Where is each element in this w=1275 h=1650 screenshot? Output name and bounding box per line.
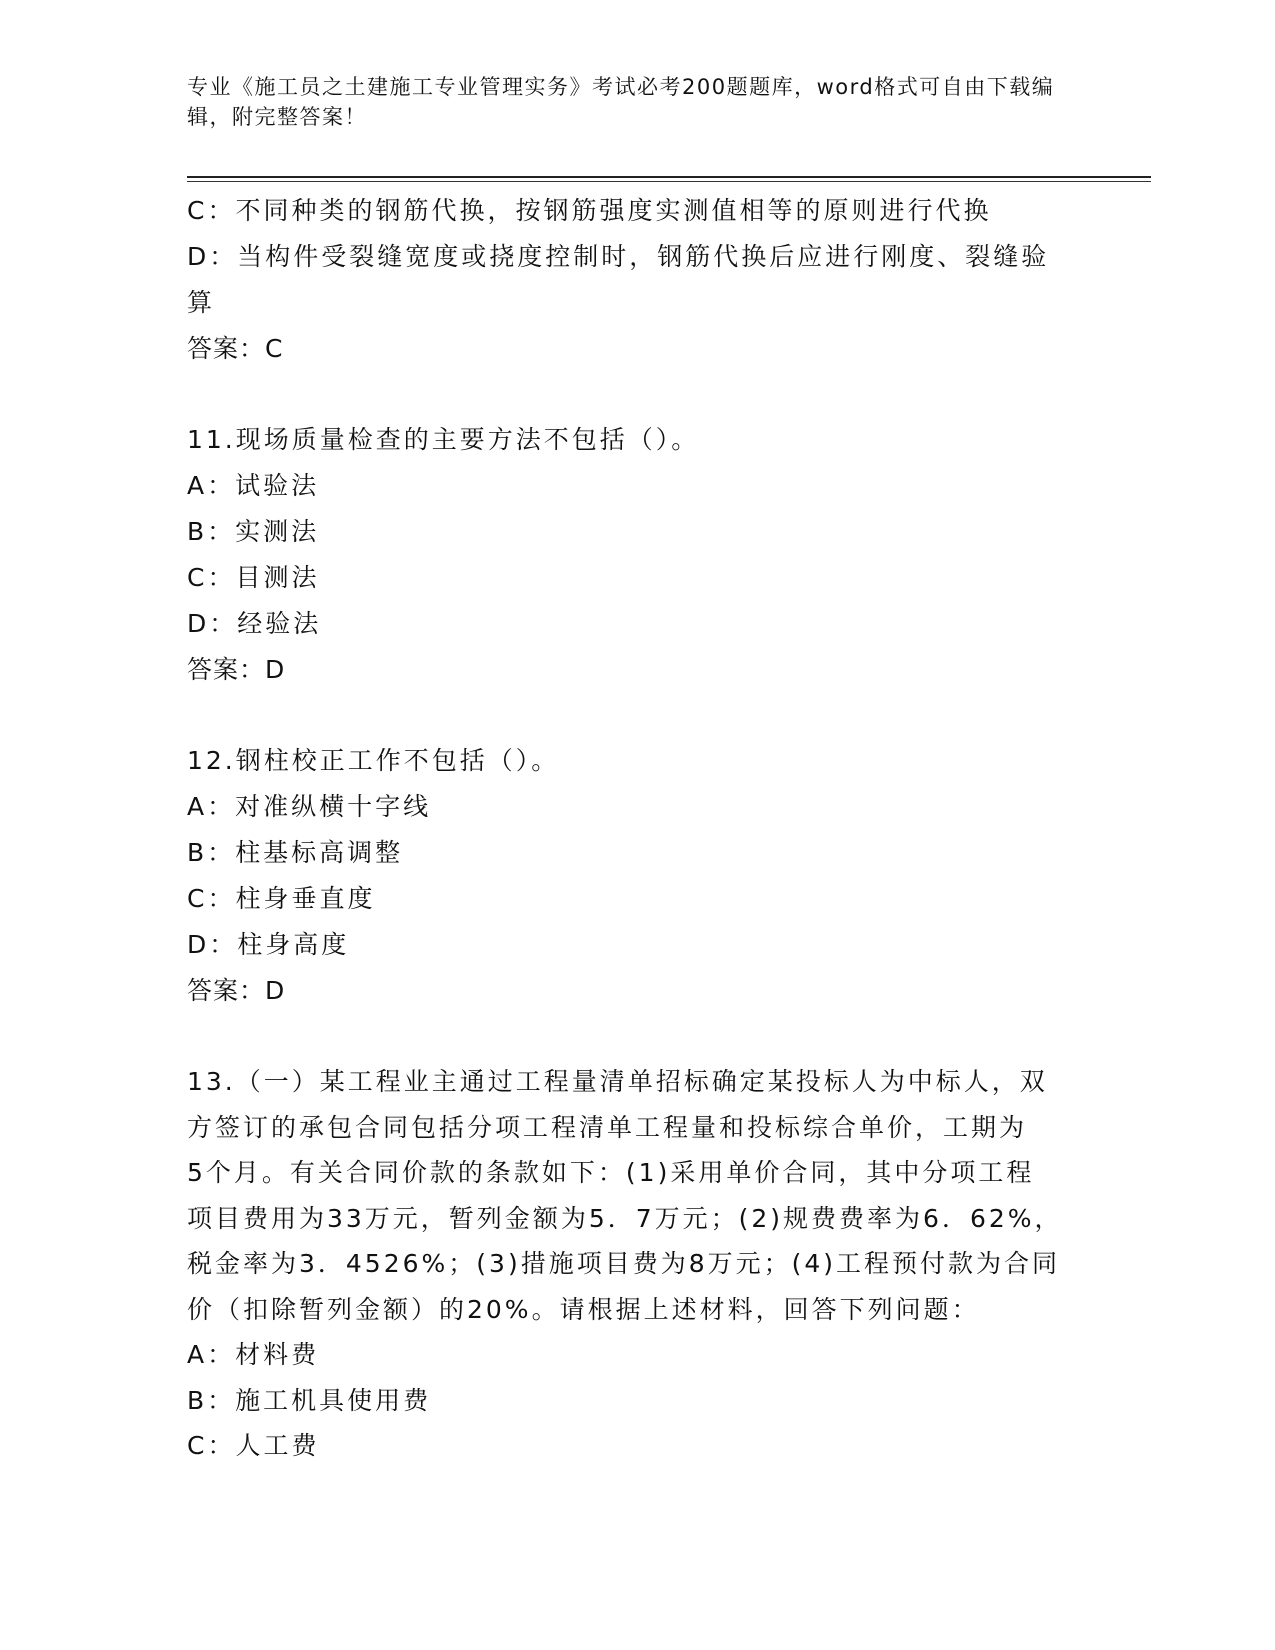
header-divider-thin (187, 181, 1151, 182)
spacer (187, 1014, 1087, 1059)
q11-option-b: B：实测法 (187, 517, 320, 546)
q12-stem: 12.钢柱校正工作不包括（）。 (187, 746, 560, 775)
q11-answer: 答案：D (187, 655, 286, 684)
q13-block (187, 1059, 1087, 1469)
prev-answer: 答案：C (187, 334, 284, 363)
q13-stem-line-1: 13.（一）某工程业主通过工程量清单招标确定某投标人为中标人，双 (187, 1067, 1048, 1096)
q11-option-c: C：目测法 (187, 563, 320, 592)
q11-stem: 11.现场质量检查的主要方法不包括（）。 (187, 425, 700, 454)
q13-stem-line-2: 方签订的承包合同包括分项工程清单工程量和投标综合单价，工期为 (187, 1112, 1028, 1142)
q12-option-b: B：柱基标高调整 (187, 838, 404, 867)
prev-option-d-continued: 算 (187, 288, 216, 317)
prev-option-c: C：不同种类的钢筋代换，按钢筋强度实测值相等的原则进行代换 (187, 196, 992, 225)
q12-option-d: D：柱身高度 (187, 930, 350, 959)
question-content (187, 188, 1087, 1469)
q11-option-d: D：经验法 (187, 609, 322, 638)
q13-stem-line-3: 5个月。有关合同价款的条款如下：(1)采用单价合同，其中分项工程 (187, 1158, 1035, 1187)
q13-stem-line-6: 价（扣除暂列金额）的20%。请根据上述材料，回答下列问题： (187, 1294, 980, 1324)
spacer (187, 372, 1087, 417)
q12-option-a: A：对准纵横十字线 (187, 792, 432, 821)
q13-stem-line-5: 税金率为3．4526%；(3)措施项目费为8万元；(4)工程预付款为合同 (187, 1249, 1061, 1278)
q13-option-a: A：材料费 (187, 1340, 320, 1369)
q11-option-a: A：试验法 (187, 471, 320, 500)
spacer (187, 693, 1087, 738)
header-divider-thick (187, 176, 1151, 178)
q13-option-b: B：施工机具使用费 (187, 1385, 432, 1415)
q13-option-c: C：人工费 (187, 1431, 320, 1460)
document-header: 专业《施工员之土建施工专业管理实务》考试必考200题题库，word格式可自由下载编辑，附完整答案！ (187, 75, 1055, 129)
q13-stem-line-4: 项目费用为33万元，暂列金额为5．7万元；(2)规费费率为6．62%， (187, 1203, 1063, 1233)
q12-answer: 答案：D (187, 976, 286, 1005)
q12-option-c: C：柱身垂直度 (187, 884, 376, 913)
prev-option-d: D：当构件受裂缝宽度或挠度控制时，钢筋代换后应进行刚度、裂缝验 (187, 242, 1050, 271)
